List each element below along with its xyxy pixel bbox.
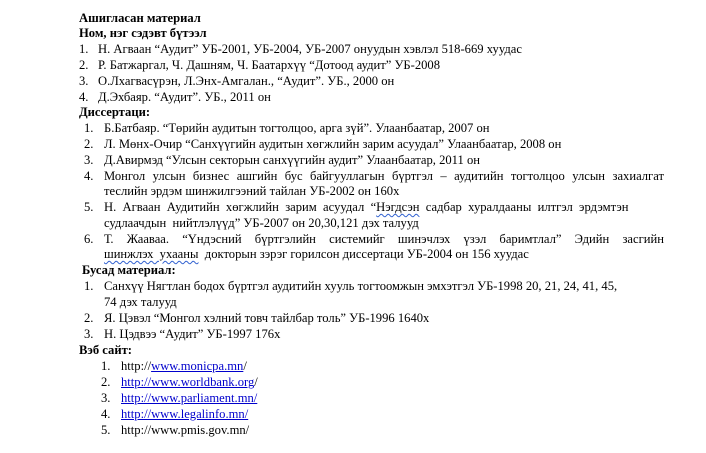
list-item-number: 2. [101,375,111,389]
list-item: Л. Мөнх-Очир “Санхүүгийн аудитын хөгжлийн зарим асуудал” Улаанбаатар, 2008 он [104,137,562,151]
website-link-monicpa[interactable]: www.monicpa.mn [151,359,244,373]
list-item-number: 1. [84,279,94,293]
list-item-text: докторын зэрэг горилсон диссертаци УБ-2004 он 156 хуудас [198,247,529,261]
references-heading: Ашигласан материал [79,11,201,25]
website-item [121,374,258,390]
spellcheck-underlined-word: Нэгдсэн [376,200,420,214]
list-item-number: 3. [84,153,94,167]
url-suffix: / [243,359,247,373]
website-item [121,390,257,406]
list-item-number: 1. [79,42,89,56]
website-item-plain: http://www.pmis.gov.mn/ [121,423,250,437]
list-item-number: 2. [79,58,89,72]
website-link-legalinfo[interactable]: http://www.legalinfo.mn/ [121,407,249,421]
list-item-number: 6. [84,232,94,246]
list-item-number: 1. [84,121,94,135]
list-item-number: 3. [79,74,89,88]
list-item: Д.Эхбаяр. “Аудит”. УБ., 2011 он [98,90,271,104]
url-prefix: http:// [121,359,152,373]
list-item-number: 5. [84,200,94,214]
list-item-continuation: судлаачдын нийтлэлүүд” УБ-2007 он 20,30,121 дэх талууд [104,216,419,230]
website-item [121,406,248,422]
other-section-title: Бусад материал: [82,263,176,277]
list-item: Н. Цэдвээ “Аудит” УБ-1997 176х [104,327,281,341]
list-item-text: садбар хуралдааны илтгэл эрдэмтэн [419,200,629,214]
books-section-title: Ном, нэг сэдэвт бүтээл [79,26,207,40]
list-item-number: 2. [84,311,94,325]
list-item-number: 3. [101,391,111,405]
list-item: Д.Авирмэд “Улсын секторын санхүүгийн аудит” Улаанбаатар, 2011 он [104,153,480,167]
list-item: Н. Агваан “Аудит” УБ-2001, УБ-2004, УБ-2007 онуудын хэвлэл 518-669 хуудас [98,42,522,56]
list-item-number: 4. [101,407,111,421]
list-item-continuation: 74 дэх талууд [104,295,177,309]
list-item-continuation: теслийн эрдэм шинжилгээний тайлан УБ-2002 он 160х [104,184,400,198]
list-item: Р. Батжаргал, Ч. Дашням, Ч. Баатархүү “Дотоод аудит” УБ-2008 [98,58,441,72]
website-link-worldbank[interactable]: http://www.worldbank.org [121,375,255,389]
list-item: О.Лхагвасүрэн, Л.Энх-Амгалан., “Аудит”. УБ., 2000 он [98,74,395,88]
list-item: Б.Батбаяр. “Төрийн аудитын тогтолцоо, арга зүй”. Улаанбаатар, 2007 он [104,121,490,135]
list-item: Т. Жааваа. “Үндэсний бүртгэлийн системийг шинэчлэх үзэл баримтлал” Эдийн засгийн [104,232,664,246]
list-item-continuation [104,246,529,262]
list-item: Санхүү Нягтлан бодох бүртгэл аудитийн хууль тогтоомжын эмхэтгэл УБ-1998 20, 21, 24, 41, 45, [104,279,618,293]
website-link-parliament[interactable]: http://www.parliament.mn/ [121,391,258,405]
list-item-number: 5. [101,423,111,437]
spellcheck-underlined-word: шинжлэх ухааны [104,247,199,261]
url-suffix: / [254,375,258,389]
list-item: Монгол улсын бизнес ашгийн бус байгууллагын бүртгэл – аудитийн тогтолцоо улсын захиалгат [104,169,664,183]
list-item-text: Н. Агваан Аудитийн хөгжлийн зарим асуудал “ [104,200,377,214]
website-item [121,358,247,374]
list-item-number: 4. [79,90,89,104]
list-item-number: 2. [84,137,94,151]
list-item-number: 1. [101,359,111,373]
list-item: Я. Цэвэл “Монгол хэлний товч тайлбар толь” УБ-1996 1640х [104,311,430,325]
websites-section-title: Вэб сайт: [79,343,132,357]
list-item-number: 4. [84,169,94,183]
list-item [104,199,664,215]
list-item-number: 3. [84,327,94,341]
dissertations-section-title: Диссертаци: [79,105,151,119]
